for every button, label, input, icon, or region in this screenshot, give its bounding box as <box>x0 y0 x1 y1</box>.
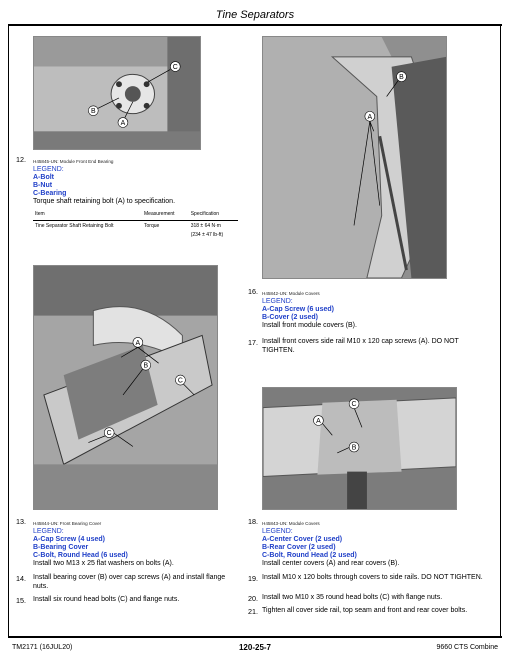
photo-module-covers-front <box>262 36 447 279</box>
legend-item: C-Bearing <box>33 190 67 197</box>
step-number: 12. <box>16 155 26 164</box>
step-text: Install front covers side rail M10 x 120 cap screws (A). DO NOT TIGHTEN. <box>262 338 459 354</box>
step-text: Install M10 x 120 bolts through covers to side rails. DO NOT TIGHTEN. <box>262 574 483 581</box>
legend-item: C-Bolt, Round Head (2 used) <box>262 552 357 559</box>
legend-item: B-Nut <box>33 182 53 189</box>
step-number: 18. <box>248 517 258 526</box>
footer-machine: 9660 CTS Combine <box>436 644 498 651</box>
figure-id: H45845-UN: Module Front End Bearing <box>33 159 114 164</box>
step-number: 20. <box>248 594 258 603</box>
legend-item: B-Rear Cover (2 used) <box>262 544 336 551</box>
callout-a: A <box>120 119 126 127</box>
table-header: Specification <box>189 209 238 221</box>
legend-item: A-Center Cover (2 used) <box>262 536 343 543</box>
legend-title: LEGEND: <box>262 298 293 305</box>
callout-a: A <box>316 417 321 425</box>
table-cell: Tine Separator Shaft Retaining Bolt <box>35 222 114 229</box>
spec-imperial: (234 ± 47 lb-ft) <box>190 231 224 238</box>
callout-b: B <box>351 444 357 452</box>
callout-a: A <box>135 339 141 347</box>
legend-item: A-Cap Screw (6 used) <box>262 306 334 313</box>
step-text: Install two M10 x 35 round head bolts (C) with flange nuts. <box>262 594 443 601</box>
instruction: Torque shaft retaining bolt (A) to specification. <box>33 198 176 205</box>
step-text: Tighten all cover side rail, top seam and front and rear cover bolts. <box>262 607 468 614</box>
footer-page-number: 120-25-7 <box>238 643 272 652</box>
instruction: Install two M13 x 25 flat washers on bolts (A). <box>33 560 174 567</box>
step-number: 17. <box>248 338 258 347</box>
legend-title: LEGEND: <box>33 528 64 535</box>
legend-item: B-Bearing Cover <box>33 544 89 551</box>
table-row <box>33 220 238 241</box>
footer-doc-id: TM2171 (16JUL20) <box>12 644 73 651</box>
step-number: 15. <box>16 596 26 605</box>
callout-c: C <box>177 377 183 385</box>
legend-item: A-Bolt <box>33 174 54 181</box>
figure-id: H45842-UN: Module Covers <box>262 291 320 296</box>
step-text: Install six round head bolts (C) and flange nuts. <box>33 596 180 603</box>
table-cell <box>189 220 238 241</box>
table-cell: Torque <box>144 222 160 229</box>
figure-id: H45844-UN: Front Bearing Cover <box>33 521 102 526</box>
callout-c: C <box>106 430 112 438</box>
step-text: Install bearing cover (B) over cap screws (A) and install flange nuts. <box>33 574 226 590</box>
callout-c: C <box>351 401 357 409</box>
page-title: Tine Separators <box>215 9 295 21</box>
instruction: Install center covers (A) and rear covers (B). <box>262 560 400 567</box>
table-header: Item <box>33 209 142 221</box>
legend-title: LEGEND: <box>33 166 64 173</box>
figure-id: H45843-UN: Module Covers <box>262 521 320 526</box>
step-number: 19. <box>248 574 258 583</box>
photo-front-bearing-cover <box>33 265 218 510</box>
step-number: 21. <box>248 607 258 616</box>
table-header: Measurement <box>142 209 189 221</box>
legend-item: A-Cap Screw (4 used) <box>33 536 105 543</box>
callout-b: B <box>143 362 149 370</box>
callout-b: B <box>90 108 96 116</box>
spec-table <box>33 209 238 241</box>
legend-item: C-Bolt, Round Head (6 used) <box>33 552 128 559</box>
legend-title: LEGEND: <box>262 528 293 535</box>
callout-b: B <box>399 74 404 82</box>
callout-c: C <box>172 63 178 71</box>
step-number: 13. <box>16 517 26 526</box>
step-number: 14. <box>16 574 26 583</box>
photo-module-covers-center <box>262 387 457 510</box>
instruction: Install front module covers (B). <box>262 322 357 329</box>
callout-a: A <box>367 113 373 121</box>
step-number: 16. <box>248 287 258 296</box>
footer-rule <box>8 636 502 638</box>
spec-metric: 318 ± 64 N·m <box>190 222 221 229</box>
legend-item: B-Cover (2 used) <box>262 314 319 321</box>
photo-front-end-bearing <box>33 36 201 150</box>
